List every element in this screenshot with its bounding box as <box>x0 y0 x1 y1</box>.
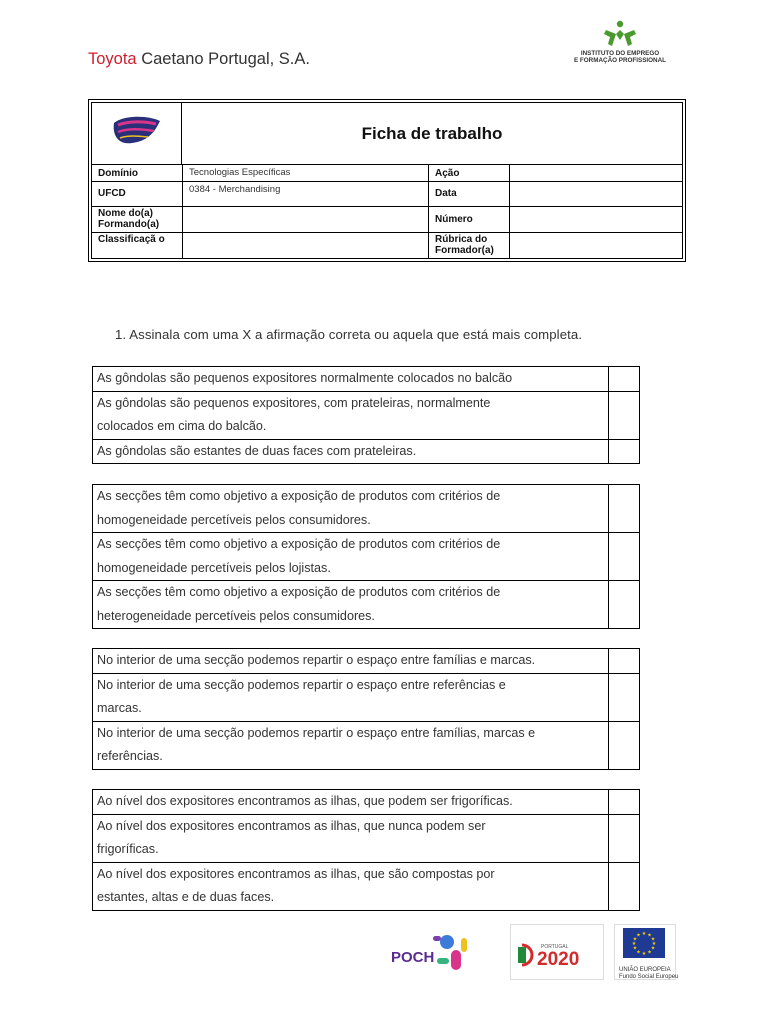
answer-checkbox[interactable] <box>608 391 639 439</box>
label-rubrica: Rúbrica do Formador(a) <box>428 233 509 258</box>
eu-flag-icon <box>623 928 665 962</box>
answer-option <box>93 533 640 581</box>
option-text <box>93 391 609 439</box>
value-nome[interactable] <box>182 207 428 233</box>
answer-checkbox[interactable] <box>608 485 639 533</box>
svg-text:★: ★ <box>632 936 638 943</box>
eu-text <box>619 967 678 980</box>
option-text <box>93 814 609 862</box>
option-line: No interior de uma secção podemos repartir o espaço entre famílias, marcas e <box>97 725 536 740</box>
training-logo-cell <box>92 103 182 164</box>
answer-option <box>93 790 640 815</box>
answer-checkbox[interactable] <box>608 721 639 769</box>
answer-checkbox[interactable] <box>608 581 639 629</box>
option-line: Ao nível dos expositores encontramos as ilhas, que são compostas por <box>97 866 495 881</box>
answer-option <box>93 862 640 910</box>
option-text <box>93 533 609 581</box>
answer-checkbox[interactable] <box>608 862 639 910</box>
option-text <box>93 790 609 815</box>
company-rest: Caetano Portugal, S.A. <box>136 50 310 68</box>
ficha-row-ufcd <box>92 181 682 207</box>
company-brand: Toyota <box>88 50 137 68</box>
option-text <box>93 673 609 721</box>
answer-checkbox[interactable] <box>608 814 639 862</box>
option-line: As gôndolas são pequenos expositores normalmente colocados no balcão <box>97 371 513 385</box>
option-line: marcas. <box>97 701 142 715</box>
iefp-text <box>560 50 680 65</box>
answer-option <box>93 814 640 862</box>
ficha-row-nome <box>92 206 682 233</box>
portugal-label: PORTUGAL <box>541 944 569 950</box>
option-line: As secções têm como objetivo a exposição de produtos com critérios de <box>97 585 501 599</box>
option-line: As secções têm como objetivo a exposição de produtos com critérios de <box>97 537 501 551</box>
portugal-2020-logo <box>510 924 604 980</box>
answer-option <box>93 439 640 464</box>
ficha-row-dominio <box>92 164 682 182</box>
svg-text:★: ★ <box>650 945 656 952</box>
company-name <box>88 50 310 69</box>
label-dominio: Domínio <box>98 168 138 179</box>
option-text <box>93 862 609 910</box>
option-line: As gôndolas são pequenos expositores, com prateleiras, normalmente <box>97 395 491 410</box>
svg-text:★: ★ <box>651 941 657 947</box>
answer-group-4 <box>92 789 640 911</box>
option-line: Ao nível dos expositores encontramos as ilhas, que podem ser frigoríficas. <box>97 794 513 808</box>
value-classificacao[interactable] <box>182 233 428 258</box>
answer-option <box>93 367 640 392</box>
svg-text:★: ★ <box>647 932 652 939</box>
svg-text:★: ★ <box>631 941 637 947</box>
svg-text:★: ★ <box>636 949 641 956</box>
answer-checkbox[interactable] <box>608 439 639 464</box>
option-line: referências. <box>97 749 163 763</box>
option-line: No interior de uma secção podemos repartir o espaço entre referências e <box>97 677 506 692</box>
eu-line2: Fundo Social Europeu <box>619 973 679 980</box>
option-line: As gôndolas são estantes de duas faces com prateleiras. <box>97 443 417 458</box>
answer-group-1 <box>92 366 640 464</box>
answer-option <box>93 673 640 721</box>
iefp-emblem-icon <box>602 20 638 48</box>
option-line: homogeneidade percetíveis pelos lojistas. <box>97 560 331 575</box>
answer-option <box>93 721 640 769</box>
answer-option <box>93 581 640 629</box>
portugal-2020-icon <box>511 925 603 979</box>
poch-logo <box>389 928 481 978</box>
label-nome: Nome do(a) Formando(a) <box>98 208 160 230</box>
worksheet-header-box <box>88 99 686 262</box>
iefp-line2: E FORMAÇÃO PROFISSIONAL <box>573 57 666 65</box>
option-text <box>93 367 609 392</box>
answer-checkbox[interactable] <box>608 533 639 581</box>
option-line: homogeneidade percetíveis pelos consumidores. <box>97 512 371 527</box>
value-ufcd: 0384 - Merchandising <box>182 182 428 207</box>
option-text <box>93 649 609 674</box>
value-data[interactable] <box>509 182 682 207</box>
answer-checkbox[interactable] <box>608 790 639 815</box>
option-line: heterogeneidade percetíveis pelos consumidores. <box>97 608 375 623</box>
question-1: 1. Assinala com uma X a afirmação correta ou aquela que está mais completa. <box>115 327 583 342</box>
answer-checkbox[interactable] <box>608 649 639 674</box>
poch-label: POCH <box>391 949 435 966</box>
label-data: Data <box>428 182 509 207</box>
poch-logo-icon <box>389 928 481 978</box>
answer-option <box>93 391 640 439</box>
svg-text:★: ★ <box>641 931 647 937</box>
answer-checkbox[interactable] <box>608 367 639 392</box>
eu-flag-logo <box>614 924 679 980</box>
option-text <box>93 721 609 769</box>
value-numero[interactable] <box>509 207 682 233</box>
svg-text:★: ★ <box>647 949 652 956</box>
value-rubrica[interactable] <box>509 233 682 258</box>
eu-line1: UNIÃO EUROPEIA <box>619 967 671 973</box>
iefp-logo <box>560 20 680 76</box>
svg-text:★: ★ <box>641 951 647 957</box>
svg-text:★: ★ <box>636 932 641 939</box>
answer-group-2 <box>92 484 640 629</box>
answer-option <box>93 485 640 533</box>
value-acao[interactable] <box>509 165 682 182</box>
svg-text:★: ★ <box>632 945 638 952</box>
answer-checkbox[interactable] <box>608 673 639 721</box>
p2020-label: 2020 <box>537 949 580 970</box>
option-text <box>93 485 609 533</box>
option-line: Ao nível dos expositores encontramos as ilhas, que nunca podem ser <box>97 818 486 833</box>
option-line: frigoríficas. <box>97 842 159 856</box>
iefp-line1: INSTITUTO DO EMPREGO <box>580 50 660 57</box>
answer-group-3 <box>92 648 640 770</box>
option-line: As secções têm como objetivo a exposição de produtos com critérios de <box>97 489 501 503</box>
label-classificacao: Classificaçã o <box>98 234 165 245</box>
label-numero: Número <box>428 207 509 233</box>
label-acao: Ação <box>428 165 509 182</box>
option-text <box>93 581 609 629</box>
ficha-row-classificacao <box>92 232 682 258</box>
svg-text:★: ★ <box>650 936 656 943</box>
answer-option <box>93 649 640 674</box>
worksheet-title: Ficha de trabalho <box>361 123 503 143</box>
label-ufcd: UFCD <box>98 188 126 199</box>
option-line: estantes, altas e de duas faces. <box>97 890 275 904</box>
option-line: No interior de uma secção podemos repartir o espaço entre famílias e marcas. <box>97 653 536 667</box>
option-line: colocados em cima do balcão. <box>97 419 267 433</box>
option-text <box>93 439 609 464</box>
training-logo-icon <box>110 115 162 145</box>
value-dominio: Tecnologias Específicas <box>182 165 428 182</box>
